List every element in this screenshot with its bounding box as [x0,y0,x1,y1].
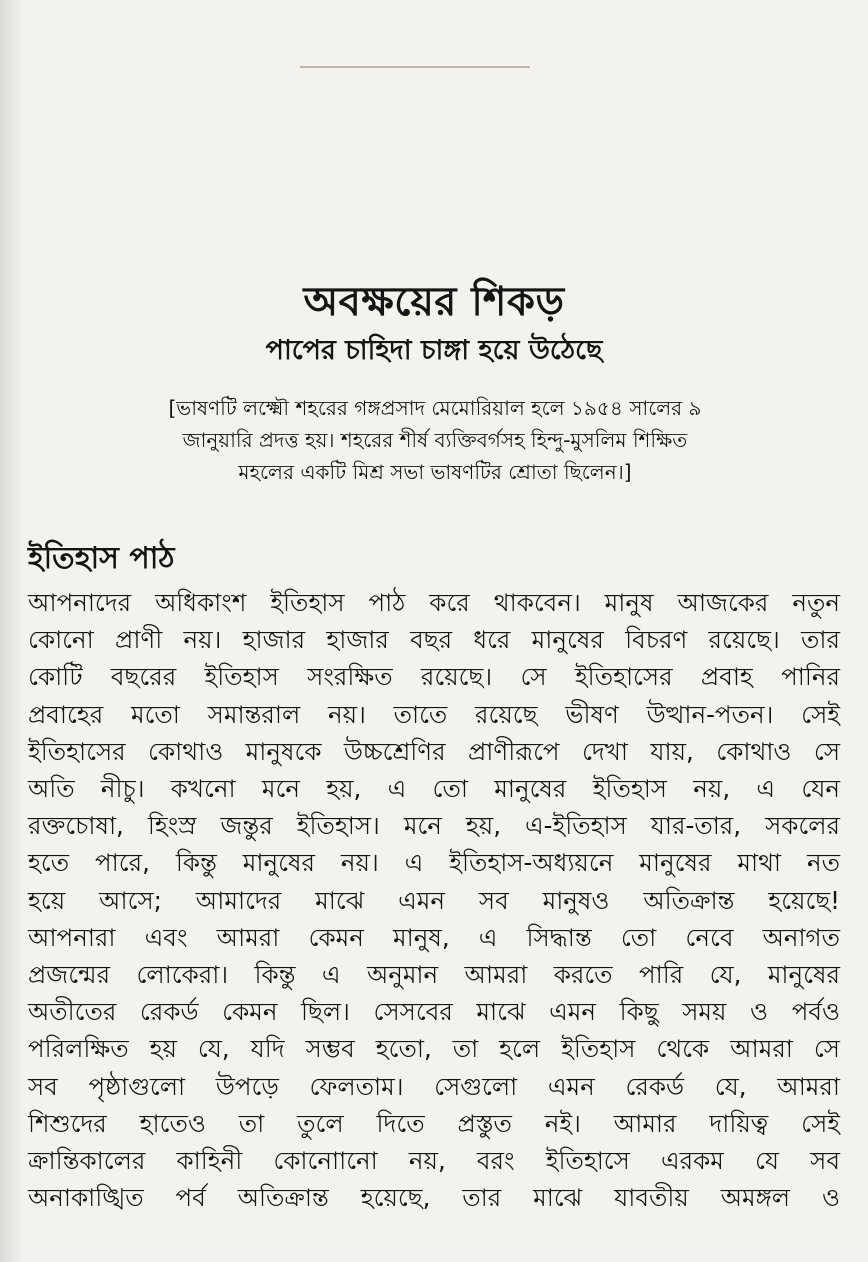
body-line: শিশুদের হাতেও তা তুলে দিতে প্রস্তুত নই। আমার দায়িত্ব সেই [28,1108,840,1138]
running-header-rule [300,66,530,68]
speech-note [150,392,720,488]
note-line: [ভাষণটি লক্ষ্মৌ শহরের গঙ্গপ্রসাদ মেমোরিয়াল হলে ১৯৫৪ সালের ৯ [168,396,702,420]
body-line: সব পৃষ্ঠাগুলো উপড়ে ফেলতাম। সেগুলো এমন রেকর্ড যে, আমরা [28,1071,840,1101]
binding-shadow [0,0,24,1262]
body-line: অতি নীচু। কখনো মনে হয়, এ তো মানুষের ইতিহাস নয়, এ যেন [28,774,840,804]
section-heading: ইতিহাস পাঠ [28,541,175,576]
body-line: আপনারা এবং আমরা কেমন মানুষ, এ সিদ্ধান্ত তো নেবে অনাগত [28,922,840,952]
body-line: ক্রান্তিকালের কাহিনী কোনোানো নয়, বরং ইতিহাসে এরকম যে সব [28,1146,840,1176]
body-line: আপনাদের অধিকাংশ ইতিহাস পাঠ করে থাকবেন। মানুষ আজকের নতুন [28,588,840,617]
chapter-title: অবক্ষয়ের শিকড় [303,279,565,325]
note-line: মহলের একটি মিশ্র সভা ভাষণটির শ্রোতা ছিলেন।] [238,460,632,484]
body-line: রক্তচোষা, হিংস্র জন্তুর ইতিহাস। মনে হয়, এ-ইতিহাস যার-তার, সকলের [28,811,840,841]
note-line: জানুয়ারি প্রদত্ত হয়। শহরের শীর্ষ ব্যক্তিবর্গসহ হিন্দু-মুসলিম শিক্ষিত [182,428,688,452]
body-line: ইতিহাসের কোথাও মানুষকে উচ্চশ্রেণির প্রাণীরূপে দেখা যায়, কোথাও সে [28,736,840,766]
body-line: পরিলক্ষিত হয় যে, যদি সম্ভব হতো, তা হলে ইতিহাস থেকে আমরা সে [28,1034,840,1064]
body-line: অতীতের রেকর্ড কেমন ছিল। সেসবের মাঝে এমন কিছু সময় ও পর্বও [28,997,840,1027]
body-line: অনাকাঙ্খিত পর্ব অতিক্রান্ত হয়েছে, তার মাঝে যাবতীয় অমঙ্গল ও [28,1183,840,1213]
chapter-subtitle: পাপের চাহিদা চাঙ্গা হয়ে উঠেছে [265,335,603,366]
body-line: কোনো প্রাণী নয়। হাজার হাজার বছর ধরে মানুষের বিচরণ রয়েছে। তার [28,625,840,655]
body-line: হয়ে আসে; আমাদের মাঝে এমন সব মানুষও অতিক্রান্ত হয়েছে! [28,885,840,915]
body-line: হতে পারে, কিন্তু মানুষের নয়। এ ইতিহাস-অধ্যয়নে মানুষের মাথা নত [28,848,840,878]
body-line: কোটি বছরের ইতিহাস সংরক্ষিত রয়েছে। সে ইতিহাসের প্রবাহ পানির [28,662,840,692]
body-paragraph [28,584,840,1216]
body-line: প্রজন্মের লোকেরা। কিন্তু এ অনুমান আমরা করতে পারি যে, মানুষের [28,960,840,990]
body-line: প্রবাহের মতো সমান্তরাল নয়। তাতে রয়েছে ভীষণ উত্থান-পতন। সেই [28,699,840,729]
